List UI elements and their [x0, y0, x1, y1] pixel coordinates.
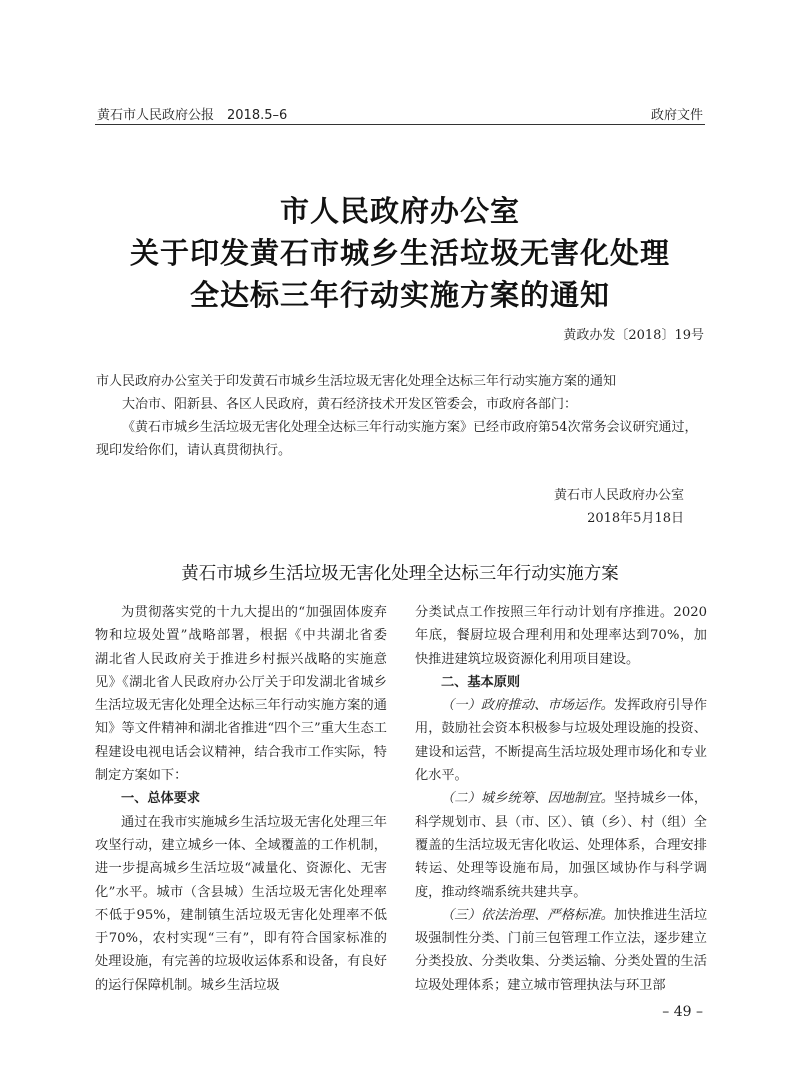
issue-date: 2018年5月18日 — [587, 511, 684, 526]
principle-2 — [415, 787, 707, 903]
plan-title: 黄石市城乡生活垃圾无害化处理全达标三年行动实施方案 — [181, 564, 619, 584]
issuing-office: 黄石市人民政府办公室 — [553, 488, 684, 503]
principle-1-lead: （一）政府推动、市场运作。 — [441, 698, 614, 714]
title-line-1: 市人民政府办公室 — [279, 194, 520, 228]
running-header — [97, 104, 703, 123]
notice-recipients: 大冶市、阳新县、各区人民政府，黄石经济技术开发区管委会，市政府各部门： — [122, 397, 578, 412]
title-line-2: 关于印发黄石市城乡生活垃圾无害化处理 — [129, 236, 670, 270]
section-1-paragraph: 通过在我市实施城乡生活垃圾无害化处理三年攻坚行动，建立城乡一体、全域覆盖的工作机制，进一步提高城乡生活垃圾“减量化、资源化、无害化”水平。城市（含县城）生活垃圾无害化处理率不低于95%，建制镇生活垃圾无害化处理率不低于70%，农村实现“三有”，即有符合国家标准的处理设施，有完善的垃圾收运体系和设备，有良好的运行保障机制。城乡生活垃圾 — [95, 814, 387, 993]
document-number: 黄政办发〔2018〕19号 — [563, 328, 704, 343]
page-number: – 49 – — [662, 1004, 703, 1020]
principle-2-body: 坚持城乡一体，科学规划市、县（市、区）、镇（乡）、村（组）全覆盖的生活垃圾无害化收运、处理体系，合理安排转运、处理等设施布局，加强区域协作与科学调度，推动终端系统共建共享。 — [415, 791, 708, 900]
section-2-heading: 二、基本原则 — [441, 674, 521, 690]
principle-3-lead: （三）依法治理、严格标准。 — [441, 907, 614, 923]
signature-block — [554, 484, 684, 530]
document-title — [0, 190, 800, 316]
principle-1-body: 发挥政府引导作用，鼓励社会资本积极参与垃圾处理设施的投资、建设和运营，不断提高生活垃圾处理市场化和专业化水平。 — [415, 698, 708, 784]
intro-paragraph: 为贯彻落实党的十九大提出的“加强固体废弃物和垃圾处置”战略部署，根据《中共湖北省委 湖北省人民政府关于推进乡村振兴战略的实施意见》《湖北省人民政府办公厅关于印发湖北省城乡生活垃圾无害化处理全达标三年行动实施方案的通知》等文件精神和湖北省推进“四个三”重大生态工程建设电视电话会议精神，结合我市工作实际，特制定方案如下： — [95, 605, 401, 784]
notice-body — [96, 370, 704, 462]
principle-1 — [415, 694, 707, 787]
journal-issue: 黄石市人民政府公报 2018.5–6 — [97, 108, 288, 123]
two-column-body — [95, 601, 707, 1011]
title-line-3: 全达标三年行动实施方案的通知 — [189, 278, 610, 312]
continued-paragraph: 分类试点工作按照三年行动计划有序推进。2020年底，餐厨垃圾合理利用和处理率达到70%，加快推进建筑垃圾资源化利用项目建设。 — [415, 605, 707, 667]
principle-2-lead: （二）城乡统筹、因地制宜。 — [441, 791, 614, 807]
section-label: 政府文件 — [650, 108, 703, 123]
notice-heading: 市人民政府办公室关于印发黄石市城乡生活垃圾无害化处理全达标三年行动实施方案的通知 — [96, 374, 617, 389]
principle-3-body: 加快推进生活垃圾强制性分类、门前三包管理工作立法，逐步建立分类投放、分类收集、分类运输、分类处置的生活垃圾处理体系；建立城市管理执法与环卫部 — [415, 907, 708, 993]
left-column — [95, 601, 401, 1011]
right-column — [415, 601, 707, 1011]
section-1-heading: 一、总体要求 — [121, 791, 201, 807]
principle-3 — [415, 904, 707, 997]
notice-text: 《黄石市城乡生活垃圾无害化处理全达标三年行动实施方案》已经市政府第54次常务会议研究通过，现印发给你们，请认真贯彻执行。 — [96, 420, 698, 458]
header-rule — [95, 124, 705, 125]
